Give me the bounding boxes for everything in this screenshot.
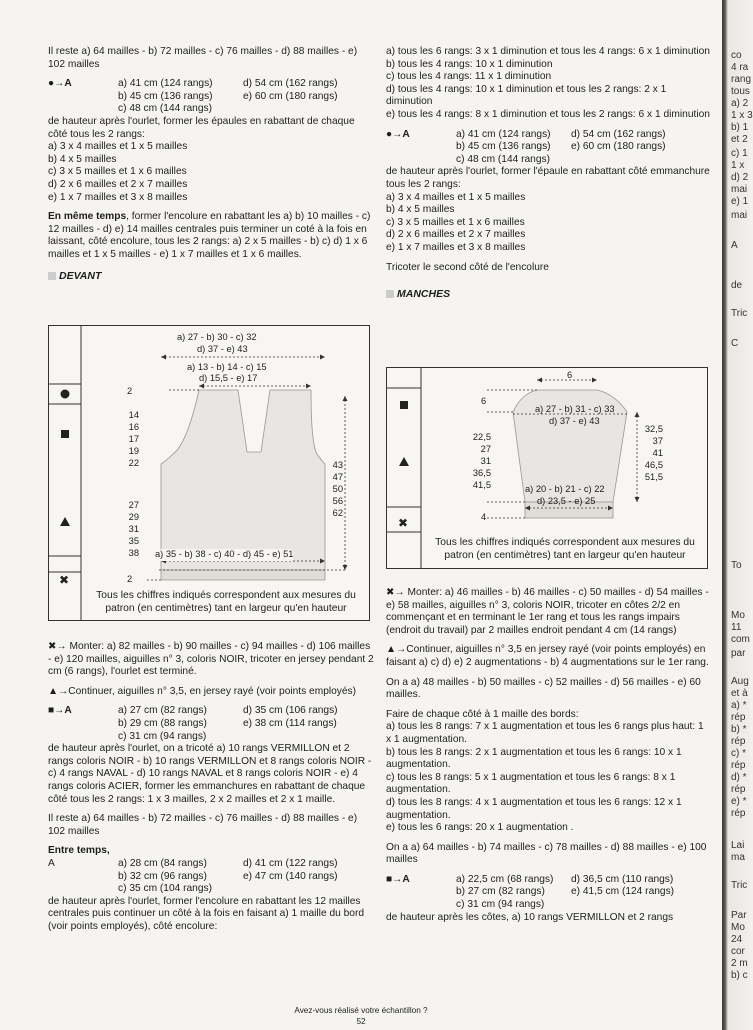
sleeve-left-heights: 22,5 27 31 36,5 41,5 (472, 432, 491, 490)
dim-paragraph-b: b) tous les 4 rangs: 10 x 1 diminution (386, 58, 553, 70)
edge-fragment: To (731, 560, 742, 571)
edge-fragment: rép (731, 784, 746, 795)
epaules-item: a) 3 x 4 mailles et 1 x 5 mailles (48, 141, 188, 153)
symbol-strip (387, 368, 421, 568)
measure-col-2 (243, 705, 353, 743)
edge-fragment: d) 2 (731, 172, 749, 183)
measure-c: c) 48 cm (144 rangs) (118, 103, 212, 115)
total-heights: 43 47 50 56 62 (332, 460, 343, 518)
edge-fragment: c) * (731, 748, 746, 759)
measure-col (456, 129, 571, 167)
measure-c: c) 35 cm (104 rangs) (118, 883, 212, 895)
measure-b: b) 32 cm (96 rangs) (118, 870, 207, 882)
neck-width-label: a) 13 - b) 14 - c) 15 (187, 362, 267, 372)
measure-c: c) 48 cm (144 rangs) (456, 153, 550, 165)
edge-fragment: Tric (731, 880, 748, 891)
measure-b: b) 45 cm (136 rangs) (456, 141, 551, 153)
epaule-item: b) 4 x 5 mailles (386, 204, 455, 216)
measure-col-2 (243, 858, 353, 896)
reste-paragraph: Il reste a) 64 mailles - b) 72 mailles - c) 76 mailles - d) 88 mailles - e) 102 mailles (48, 46, 358, 70)
edge-fragment: tous (731, 86, 750, 97)
encolure-paragraph: de hauteur après l'ourlet, former l'encolure en rabattant les 12 mailles centrales puis continuer un côté à la fois en faisant a) 1 maille du bord (voir points employés), côté encolure: (48, 895, 364, 932)
epaule-paragraph: de hauteur après l'ourlet, former l'épaule en rabattant côté emmanchure tous les 2 rangs: (386, 166, 710, 190)
measure-d: d) 36,5 cm (110 rangs) (571, 873, 674, 885)
measure-a: a) 41 cm (124 rangs) (456, 128, 551, 140)
dim-paragraph-e: e) tous les 4 rangs: 8 x 1 diminution et tous les 2 rangs: 6 x 1 diminution (386, 108, 710, 120)
symbol-square-a: ■→A (386, 873, 410, 885)
measure-a: a) 27 cm (82 rangs) (118, 705, 207, 717)
second-cote-paragraph: Tricoter le second côté de l'encolure (386, 261, 549, 273)
measure-b: b) 27 cm (82 rangs) (456, 886, 545, 898)
edge-fragment: 4 ra (731, 62, 749, 73)
square-bullet-icon (48, 272, 56, 280)
body-heights: 27 29 31 35 38 (128, 500, 139, 558)
triangle-symbol-icon (399, 457, 409, 466)
faire-paragraph: Faire de chaque côté à 1 maille des bords: (386, 708, 579, 720)
front-hem (161, 570, 325, 580)
edge-fragment: rép (731, 736, 746, 747)
measure-col (118, 858, 243, 896)
edge-fragment: mai (731, 184, 748, 195)
epaule-item: c) 3 x 5 mailles et 1 x 6 mailles (386, 216, 525, 228)
top-width-label: a) 27 - b) 30 - c) 32 (177, 332, 257, 342)
edge-fragment: b) c (731, 970, 748, 981)
aug-item: d) tous les 8 rangs: 4 x 1 augmentation et tous les 6 rangs: 12 x 1 augmentation. (386, 796, 682, 821)
edge-fragment: b) * (731, 724, 747, 735)
edge-fragment: d) * (731, 772, 747, 783)
measure-col (118, 78, 243, 116)
aug-item: c) tous les 8 rangs: 5 x 1 augmentation et tous les 6 rangs: 8 x 1 augmentation. (386, 771, 676, 796)
epaules-item: c) 3 x 5 mailles et 1 x 6 mailles (48, 166, 187, 178)
cross-symbol-icon: ✖ (398, 516, 409, 530)
measure-a: a) 41 cm (124 rangs) (118, 78, 213, 90)
neck-width-label-2: d) 15,5 - e) 17 (199, 373, 258, 383)
sleeve-right-heights: 32,5 37 41 46,5 51,5 (644, 424, 663, 482)
meme-temps-paragraph (48, 211, 375, 261)
measure-c: c) 31 cm (94 rangs) (456, 899, 545, 911)
monter-manche-paragraph: ✖→ Monter: a) 46 mailles - b) 46 mailles - c) 50 mailles - d) 54 mailles - e) 58 mailles, aiguilles n° 3, coloris NOIR, tricoter en côtes 2/2 en commençant et en terminant le 1er rang et tous les rangs impairs (endroit du travail) par 2 mailles endroit pendant 4 cm (14 rangs) (386, 587, 709, 636)
edge-fragment: rép (731, 808, 746, 819)
edge-fragment: rang (731, 74, 752, 85)
symbol-square-a: ■→A (48, 705, 72, 717)
edge-fragment: 1 x 3 (731, 110, 753, 121)
measure-a: a) 22,5 cm (68 rangs) (456, 873, 554, 885)
triangle-symbol-icon (60, 517, 70, 526)
measure-block-a3 (48, 858, 375, 934)
on-a-paragraph-2: On a a) 64 mailles - b) 74 mailles - c) 78 mailles - d) 88 mailles - e) 100 mailles (386, 841, 707, 866)
edge-fragment: Aug (731, 676, 749, 687)
measure-c: c) 31 cm (94 rangs) (118, 730, 207, 742)
cross-symbol-icon: ✖ (59, 573, 70, 587)
page-number: 52 (356, 1017, 366, 1026)
epaule-item: a) 3 x 4 mailles et 1 x 5 mailles (386, 191, 526, 203)
measure-d: d) 54 cm (162 rangs) (243, 78, 338, 90)
edge-fragment: co (731, 50, 742, 61)
edge-fragment: de (731, 280, 743, 291)
right-column (386, 46, 710, 301)
edge-fragment: a) 2 (731, 98, 749, 109)
measure-block-a2 (48, 705, 375, 806)
measure-col (456, 874, 571, 912)
edge-fragment: 24 (731, 934, 743, 945)
front-body-shape (161, 390, 325, 570)
edge-fragment: c) 1 (731, 148, 748, 159)
symbol-circle-a: ●→A (386, 128, 410, 140)
top-width-label-2: d) 37 - e) 43 (197, 344, 248, 354)
edge-fragment: rép (731, 760, 746, 771)
meme-temps-lead: En même temps (48, 211, 127, 223)
upper-width-label: a) 27 - b) 31 - c) 33 (535, 404, 615, 414)
square-bullet-icon (386, 290, 394, 298)
edge-fragment: et 2 (731, 134, 748, 145)
edge-fragment: e) 1 (731, 196, 749, 207)
edge-fragment: ma (731, 852, 745, 863)
edge-fragment: com (731, 634, 750, 645)
cuff-label: 4 (481, 512, 487, 522)
continuer-manche-paragraph: ▲→Continuer, aiguilles n° 3,5 en jersey rayé (voir points employés) en faisant a) c) d) e) 2 augmentations - b) 4 augmentations sur le 1er rang. (386, 644, 709, 668)
edge-fragment: Par (731, 910, 747, 921)
measure-d: d) 54 cm (162 rangs) (571, 128, 666, 140)
measure-d: d) 35 cm (106 rangs) (243, 705, 338, 717)
measure-e: e) 38 cm (114 rangs) (243, 717, 337, 729)
edge-fragment: Mo (731, 610, 745, 621)
edge-fragment: 1 x (731, 160, 745, 171)
symbol-circle-a: ●→A (48, 78, 72, 90)
measure-a: a) 28 cm (84 rangs) (118, 857, 207, 869)
square-symbol-icon (61, 430, 69, 438)
left-column (48, 46, 375, 282)
epaules-item: e) 1 x 7 mailles et 3 x 8 mailles (48, 191, 188, 203)
edge-fragment: e) * (731, 796, 747, 807)
entre-temps-heading: Entre temps, (48, 845, 110, 857)
circle-symbol-icon (61, 390, 70, 399)
devant-caption: Tous les chiffres indiqués correspondent aux mesures du patron (en centimètres) tant en largeur qu'en hauteur (96, 590, 356, 614)
cotes-paragraph: de hauteur après les côtes, a) 10 rangs VERMILLON et 2 rangs (386, 911, 674, 923)
on-a-paragraph: On a a) 48 mailles - b) 50 mailles - c) 52 mailles - d) 56 mailles - e) 60 mailles. (386, 676, 701, 701)
measure-col-2 (243, 78, 353, 116)
epaule-item: d) 2 x 6 mailles et 2 x 7 mailles (386, 229, 526, 241)
meme-temps-text: , former l'encolure en rabattant les a) b) 10 mailles - c) 12 mailles - d) e) 14 mailles centrales puis terminer un coté à la fois en laissant, côté encolure, tous les 2 rangs: a) 2 x 5 mailles - b) c) d) 1 x 6 mailles et 1 x 5 mailles - e) 1 x 7 mailles et 1 x 6 mailles. (48, 211, 371, 260)
edge-fragment: et à (731, 688, 748, 699)
square-symbol-icon (400, 401, 408, 409)
epaules-item: b) 4 x 5 mailles (48, 153, 117, 165)
sleeve-top-label: 6 (567, 370, 573, 380)
epaules-paragraph: de hauteur après l'ourlet, former les épaules en rabattant de chaque côté tous les 2 rangs: (48, 115, 355, 140)
measure-block-a1 (48, 78, 375, 204)
aug-item: e) tous les 6 rangs: 20 x 1 augmentation . (386, 822, 574, 834)
bottom-width-label: a) 35 - b) 38 - c) 40 - d) 45 - e) 51 (155, 549, 294, 559)
edge-fragment: b) 1 (731, 122, 749, 133)
measure-e: e) 41,5 cm (124 rangs) (571, 886, 675, 898)
edge-fragment: par (731, 648, 746, 659)
symbol-a: A (48, 857, 55, 869)
sleeve-top-drop-label: 6 (481, 396, 487, 406)
measure-e: e) 47 cm (140 rangs) (243, 870, 338, 882)
measure-col (118, 705, 243, 743)
monter-paragraph: ✖→ Monter: a) 82 mailles - b) 90 mailles - c) 94 mailles - d) 106 mailles - e) 120 mailles, aiguilles n° 3, coloris NOIR, tricoter en jersey pendant 2 cm (6 rangs), l'ourlet est terminé. (48, 641, 374, 678)
edge-fragment: rép (731, 712, 746, 723)
shoulder-drop-label: 2 (127, 386, 133, 396)
measure-col-2 (571, 129, 681, 167)
manche-diagram (386, 367, 708, 569)
measure-b: b) 29 cm (88 rangs) (118, 717, 207, 729)
lower-width-label-2: d) 23,5 - e) 25 (537, 496, 596, 506)
edge-fragment: C (731, 338, 739, 349)
edge-fragment: A (731, 240, 738, 251)
footer-question: Avez-vous réalisé votre échantillon ? (294, 1006, 428, 1015)
edge-fragment: cor (731, 946, 745, 957)
dim-paragraph-d: d) tous les 4 rangs: 10 x 1 diminution et tous les 2 rangs: 2 x 1 diminution (386, 83, 667, 108)
reste-paragraph-2: Il reste a) 64 mailles - b) 72 mailles - c) 76 mailles - d) 88 mailles - e) 102 mailles (48, 813, 358, 837)
edge-fragment: Tric (731, 308, 748, 319)
lower-width-label: a) 20 - b) 21 - c) 22 (525, 484, 605, 494)
manche-caption: Tous les chiffres indiqués correspondent aux mesures du patron (en centimètres) tant en largeur qu'en hauteur (435, 537, 695, 561)
measure-b: b) 45 cm (136 rangs) (118, 90, 213, 102)
edge-fragment: 2 m (731, 958, 748, 969)
edge-fragment: mai (731, 210, 748, 221)
dim-paragraph-a: a) tous les 6 rangs: 3 x 1 diminution et tous les 4 rangs: 6 x 1 diminution (386, 46, 710, 57)
edge-fragment: Lai (731, 840, 745, 851)
manches-title: MANCHES (386, 288, 710, 301)
next-page-edge (722, 0, 753, 1030)
aug-item: b) tous les 8 rangs: 2 x 1 augmentation et tous les 6 rangs: 10 x 1 augmentation. (386, 746, 682, 771)
devant-title: DEVANT (48, 270, 375, 283)
edge-fragment: a) * (731, 700, 747, 711)
left-column-lower (48, 641, 375, 940)
measure-e: e) 60 cm (180 rangs) (571, 141, 666, 153)
epaule-item: e) 1 x 7 mailles et 3 x 8 mailles (386, 241, 526, 253)
measure-d: d) 41 cm (122 rangs) (243, 857, 338, 869)
measure-col-2 (571, 874, 681, 912)
edge-fragment: 11 (731, 622, 742, 633)
upper-width-label-2: d) 37 - e) 43 (549, 416, 600, 426)
aug-item: a) tous les 8 rangs: 7 x 1 augmentation et tous les 6 rangs plus haut: 1 x 1 augmentation. (386, 721, 704, 745)
armhole-heights: 14 16 17 19 22 (128, 410, 139, 468)
epaules-item: d) 2 x 6 mailles et 2 x 7 mailles (48, 178, 188, 190)
dim-paragraph-c: c) tous les 4 rangs: 11 x 1 diminution (386, 71, 552, 83)
edge-fragment: Mo (731, 922, 745, 933)
measure-block-a5 (386, 874, 710, 924)
measure-e: e) 60 cm (180 rangs) (243, 90, 338, 102)
hem-label: 2 (127, 574, 133, 584)
right-column-lower (386, 587, 710, 931)
devant-diagram (48, 325, 370, 621)
continuer-paragraph: ▲→Continuer, aiguilles n° 3,5, en jersey rayé (voir points employés) (48, 685, 357, 697)
emmanchures-paragraph: de hauteur après l'ourlet, on a tricoté a) 10 rangs VERMILLON et 2 rangs coloris NOIR - b) 10 rangs VERMILLON et 8 rangs coloris NOIR - c) 4 rangs NAVAL - d) 10 rangs NAVAL et 8 rangs coloris NOIR - e) 4 rangs coloris ACIER, former les emmanchures en rabattant de chaque côté tous les 2 rangs: 1 x 3 mailles, 2 x 2 mailles et 2 x 1 maille. (48, 743, 372, 805)
measure-block-a4 (386, 129, 710, 255)
